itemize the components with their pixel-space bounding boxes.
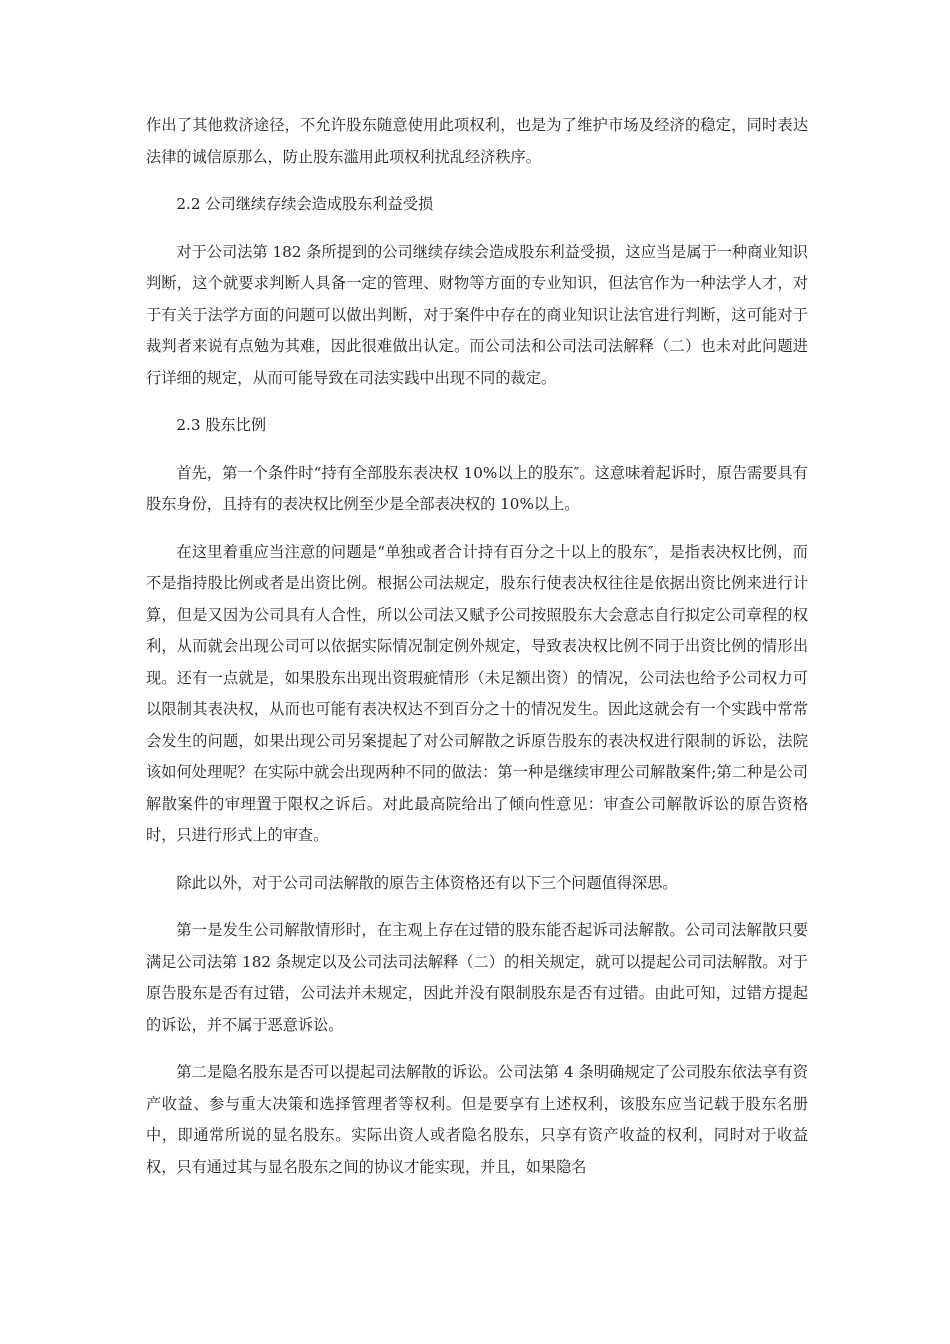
paragraph-first-condition: 首先，第一个条件时“持有全部股东表决权 10%以上的股东″。这意味着起诉时，原告需要具有股东身份，且持有的表决权比例至少是全部表决权的 10%以上。 — [146, 463, 808, 513]
section-heading-2-3: 2.3 股东比例 — [176, 416, 267, 434]
document-page — [146, 110, 808, 1199]
paragraph-voting-ratio: 在这里着重应当注意的问题是“单独或者合计持有百分之十以上的股东″，是指表决权比例，而不是指持股比例或者是出资比例。根据公司法规定，股东行使表决权往往是依据出资比例来进行计算，但是又因为公司具有人合性，所以公司法又赋予公司按照股东大会意志自行拟定公司章程的权利，从而就会出现公司可以依据实际情况制定例外规定，导致表决权比例不同于出资比例的情形出现。还有一点就是，如果股东出现出资瑕疵情形（未足额出资）的情况，公司法也给予公司权力可以限制其表决权，从而也可能有表决权达不到百分之十的情况发生。因此这就会有一个实践中常常会发生的问题，如果出现公司另案提起了对公司解散之诉原告股东的表决权进行限制的诉讼，法院该如何处理呢？在实际中就会出现两种不同的做法：第一种是继续审理公司解散案件;第二种是公司解散案件的审理置于限权之诉后。对此最高院给出了倾向性意见：审查公司解散诉讼的原告资格时，只进行形式上的审查。 — [146, 542, 808, 844]
paragraph-business-judgment: 对于公司法第 182 条所提到的公司继续存续会造成股东利益受损，这应当是属于一种商业知识判断，这个就要求判断人具备一定的管理、财物等方面的专业知识，但法官作为一种法学人才，对于有关于法学方面的问题可以做出判断，对于案件中存在的商业知识让法官进行判断，这可能对于裁判者来说有点勉为其难，因此很难做出认定。而公司法和公司法司法解释（二）也未对此问题进行详细的规定，从而可能导致在司法实践中出现不同的裁定。 — [146, 242, 808, 387]
section-heading-2-2: 2.2 公司继续存续会造成股东利益受损 — [176, 195, 434, 213]
paragraph-three-issues: 除此以外，对于公司司法解散的原告主体资格还有以下三个问题值得深思。 — [176, 873, 678, 892]
paragraph-issue-one: 第一是发生公司解散情形时，在主观上存在过错的股东能否起诉司法解散。公司司法解散只要满足公司法第 182 条规定以及公司法司法解释（二）的相关规定，就可以提起公司司法解散。对于原告股东是否有过错，公司法并未规定，因此并没有限制股东是否有过错。由此可知，过错方提起的诉讼，并不属于恶意诉讼。 — [146, 921, 808, 1034]
paragraph-continuation: 作出了其他救济途径，不允许股东随意使用此项权利，也是为了维护市场及经济的稳定，同时表达法律的诚信原那么，防止股东滥用此项权利扰乱经济秩序。 — [146, 116, 808, 166]
paragraph-issue-two: 第二是隐名股东是否可以提起司法解散的诉讼。公司法第 4 条明确规定了公司股东依法享有资产收益、参与重大决策和选择管理者等权利。但是要享有上述权利，该股东应当记载于股东名册中，即通常所说的显名股东。实际出资人或者隐名股东，只享有资产收益的权利，同时对于收益权，只有通过其与显名股东之间的协议才能实现，并且，如果隐名 — [146, 1063, 808, 1176]
